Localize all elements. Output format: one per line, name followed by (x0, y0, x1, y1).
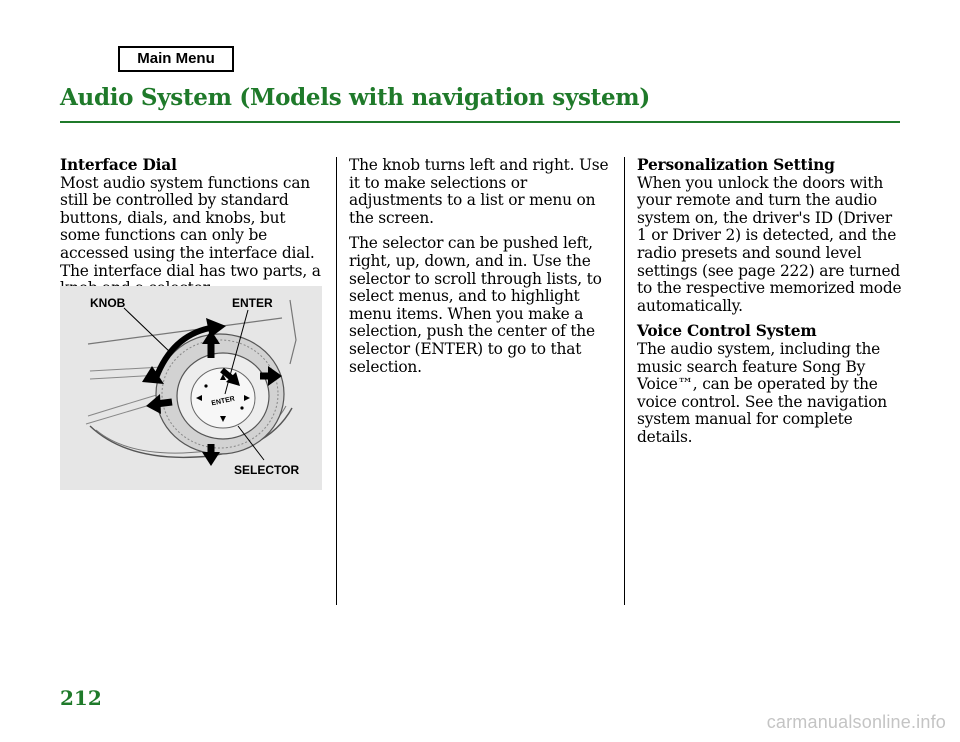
interface-dial-figure (60, 286, 322, 490)
page-title: Audio System (Models with navigation system) (60, 84, 650, 111)
knob-label: KNOB (90, 296, 126, 310)
header-divider (60, 121, 900, 123)
personalization-heading: Personalization Setting (637, 156, 835, 174)
main-menu-button[interactable]: Main Menu (118, 46, 234, 72)
voice-control-body: The audio system, including the music search feature Song By Voice™, can be operated by the voice control. See the navigation system manual for complete details. (637, 339, 887, 446)
selector-label: SELECTOR (234, 463, 300, 477)
column-knob-selector (349, 157, 615, 384)
interface-dial-heading: Interface Dial (60, 156, 177, 174)
knob-description: The knob turns left and right. Use it to make selections or adjustments to a list or menu on the screen. (349, 156, 609, 227)
personalization-body: When you unlock the doors with your remote and turn the audio system on, the driver's ID (Driver 1 or Driver 2) is detected, and the radio presets and sound level settings (see page 222) are turned to the respective memorized mode automatically. (637, 173, 902, 315)
column-divider-right (624, 157, 625, 605)
interface-dial-illustration (60, 286, 322, 490)
column-interface-dial (60, 157, 322, 306)
selector-description: The selector can be pushed left, right, up, down, and in. Use the selector to scroll through lists, to select menus, and to highlight menu items. When you make a selection, push the center of the selector (ENTER) to go to that selection. (349, 234, 602, 376)
page-number: 212 (60, 686, 102, 710)
column-personalization (637, 157, 903, 455)
interface-dial-body: Most audio system functions can still be controlled by standard buttons, dials, and knobs, but some functions can only be accessed using the interface dial. The interface dial has two parts, a (60, 173, 321, 280)
dial-enter-text: ENTER (210, 395, 236, 408)
site-watermark: carmanualsonline.info (766, 712, 946, 732)
enter-label: ENTER (232, 296, 273, 310)
voice-control-heading: Voice Control System (637, 322, 817, 341)
column-divider-left (336, 157, 337, 605)
